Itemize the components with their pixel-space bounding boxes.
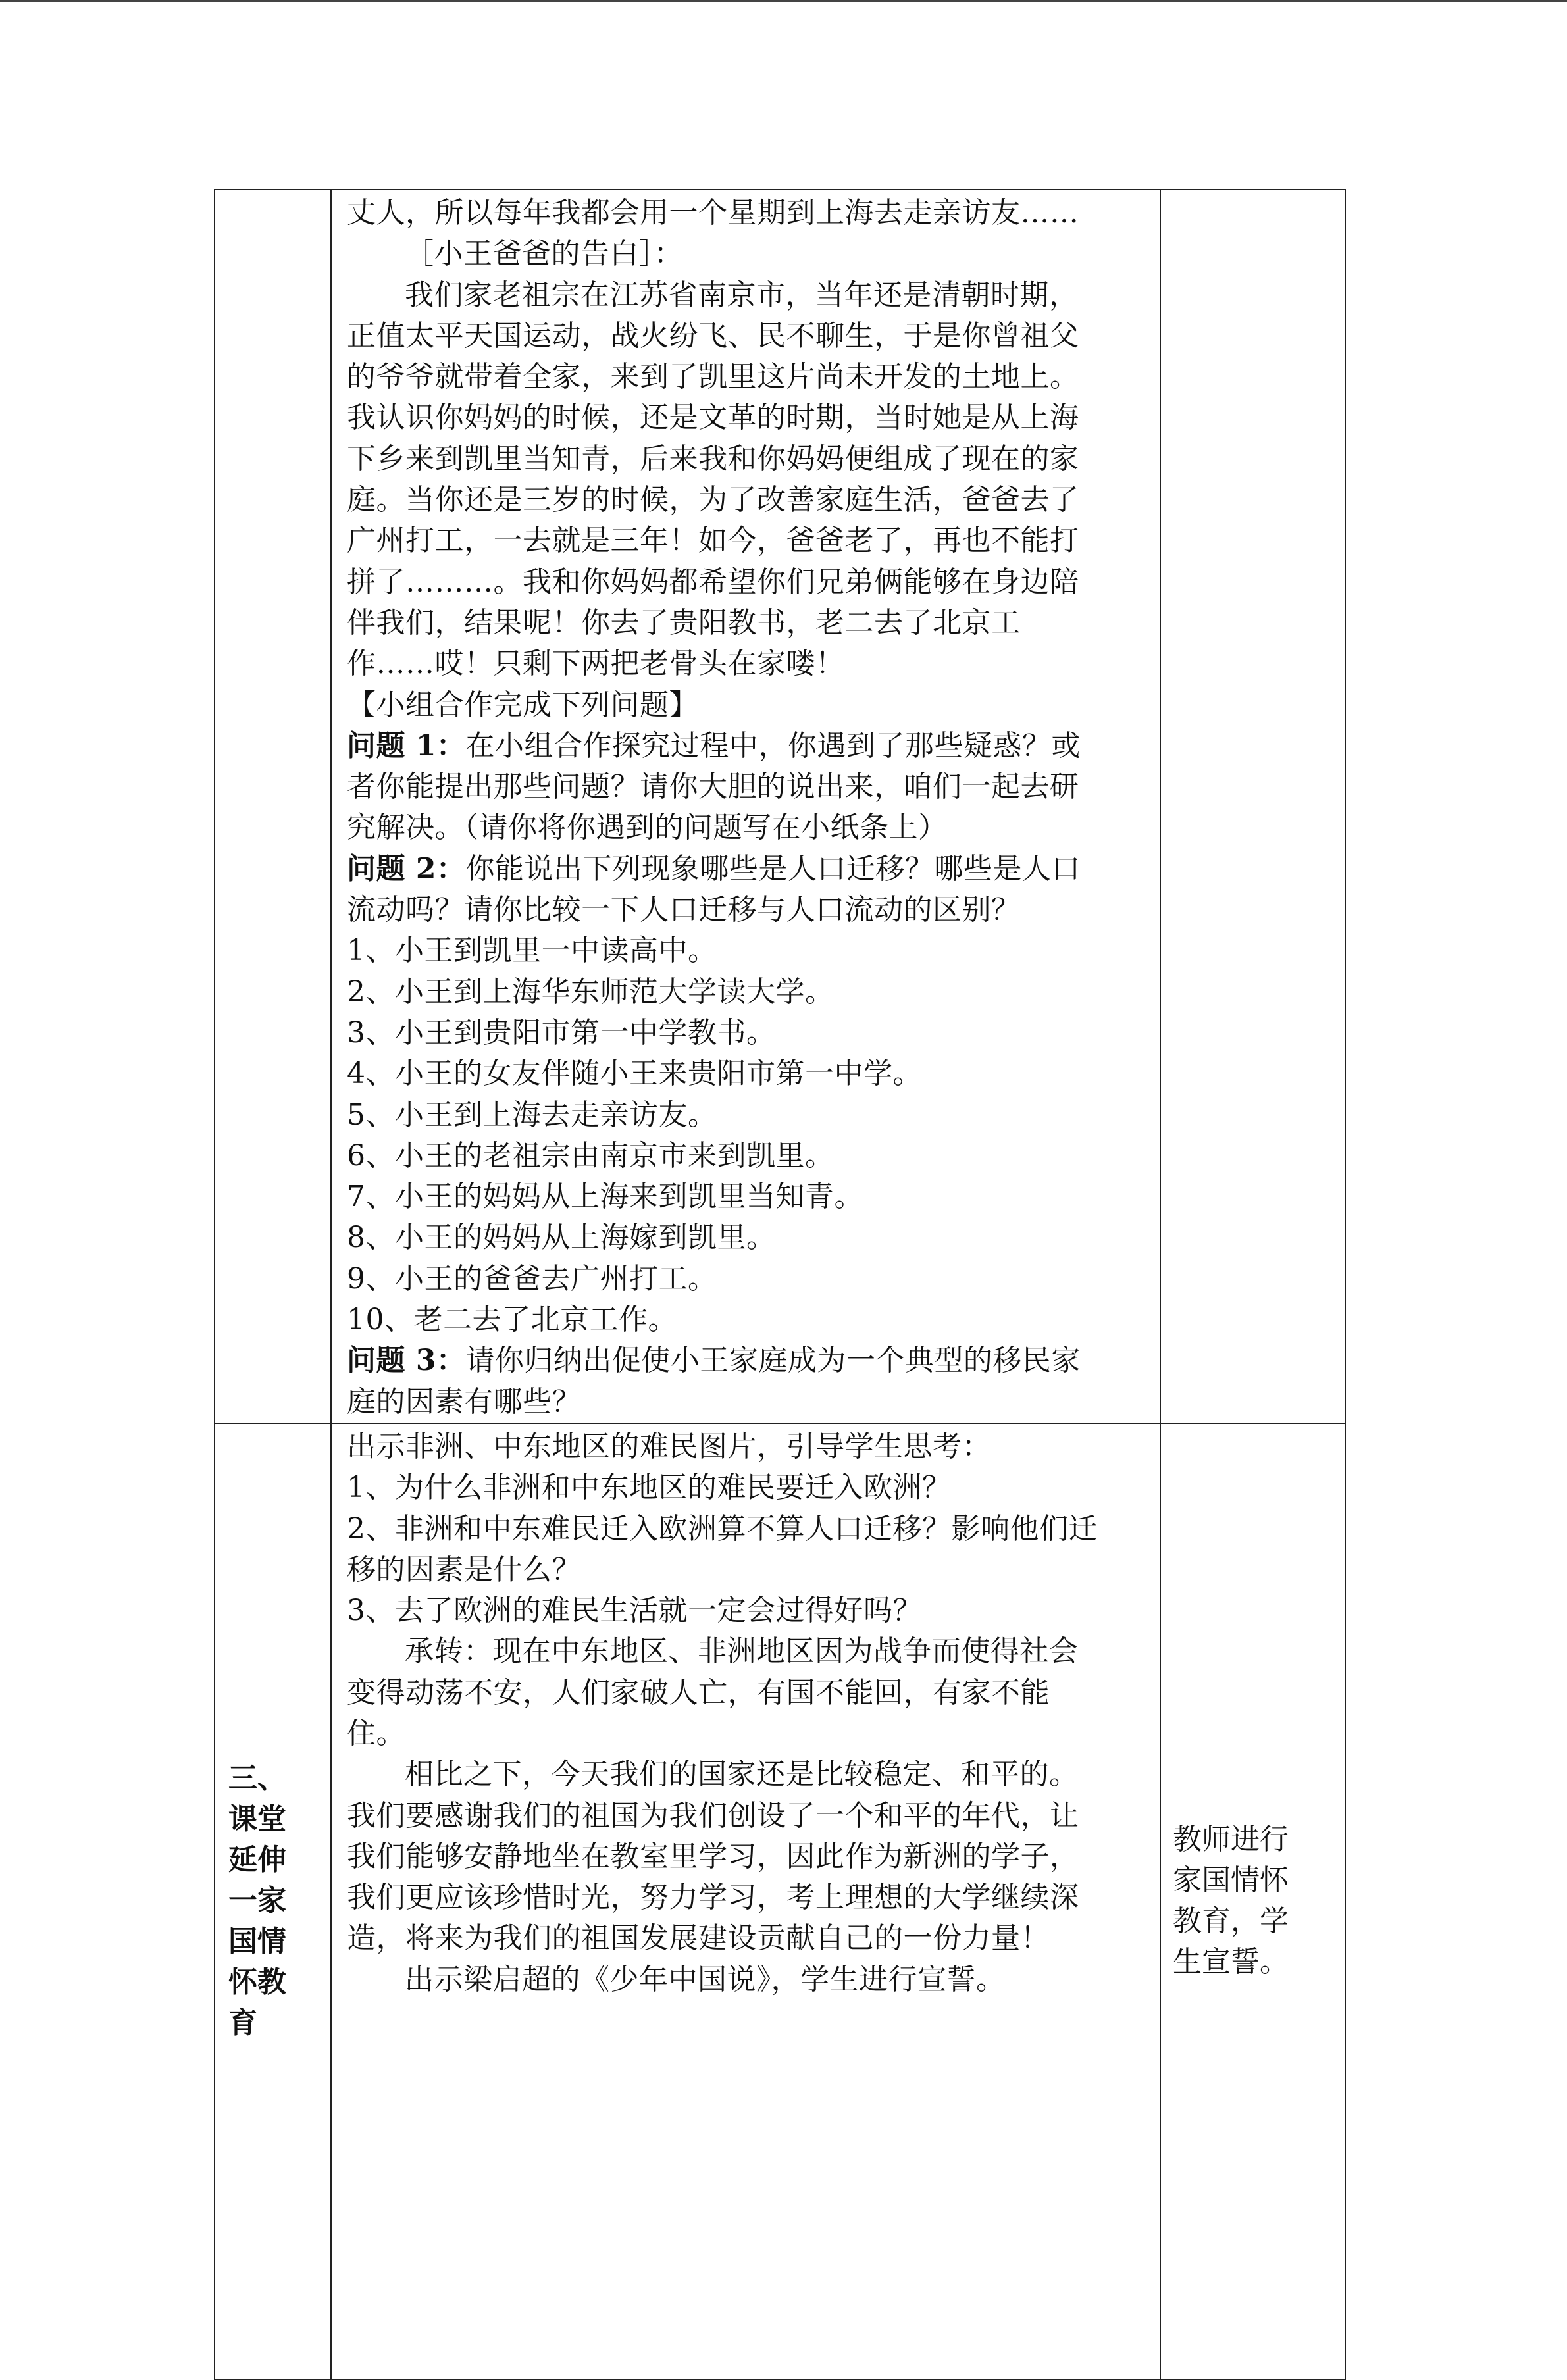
- line-text: 我们能够安静地坐在教室里学习，因此作为新洲的学子，: [347, 1839, 1079, 1873]
- line-text: 造，将来为我们的祖国发展建设贡献自己的一份力量！: [347, 1921, 1050, 1956]
- line-text: 2、非洲和中东难民迁入欧洲算不算人口迁移？影响他们迁: [347, 1511, 1098, 1546]
- text-line: [347, 890, 1152, 930]
- text-line: [347, 1713, 1152, 1754]
- lesson-plan-table: [214, 189, 1346, 2380]
- text-line: [347, 1340, 1152, 1381]
- line-text: 5、小王到上海去走亲访友。: [347, 1098, 717, 1132]
- text-line: [347, 685, 1152, 726]
- text-line: [347, 972, 1152, 1013]
- text-line: [347, 1095, 1152, 1136]
- question-label: 问题 2：: [347, 851, 466, 886]
- line-text: 我们要感谢我们的祖国为我们创设了一个和平的年代，让: [347, 1798, 1079, 1833]
- remark-cell: [1160, 1423, 1345, 2379]
- text-line: [347, 726, 1152, 767]
- line-text: 流动吗？请你比较一下人口迁移与人口流动的区别？: [347, 893, 1021, 927]
- text-line: [347, 930, 1152, 971]
- text-line: [347, 767, 1152, 807]
- line-text: 10、老二去了北京工作。: [347, 1303, 677, 1337]
- remark-text: [1161, 1819, 1345, 1983]
- line-text: 庭的因素有哪些？: [347, 1384, 581, 1419]
- text-line: [347, 603, 1152, 644]
- text-line: [347, 1796, 1152, 1836]
- line-text: 广州打工，一去就是三年！如今，爸爸老了，再也不能打: [347, 524, 1079, 558]
- text-line: [347, 1754, 1152, 1795]
- text-line: [347, 316, 1152, 357]
- line-text: 7、小王的妈妈从上海来到凯里当知青。: [347, 1180, 863, 1214]
- text-line: [347, 1217, 1152, 1258]
- text-line: [347, 193, 1152, 234]
- text-line: [347, 644, 1152, 684]
- line-text: 变得动荡不安，人们家破人亡，有国不能回，有家不能: [347, 1675, 1050, 1709]
- line-text: 庭。当你还是三岁的时候，为了改善家庭生活，爸爸去了: [347, 483, 1079, 517]
- text-line: 教师进行: [1173, 1823, 1289, 1857]
- text-line: 教育，学: [1173, 1904, 1289, 1938]
- text-line: [347, 807, 1152, 848]
- stage-title: [215, 1758, 330, 2044]
- line-text: 2、小王到上海华东师范大学读大学。: [347, 975, 835, 1009]
- text-line: [347, 1013, 1152, 1053]
- question-label: 问题 1：: [347, 728, 466, 763]
- text-line: [347, 1177, 1152, 1217]
- line-text: 出示梁启超的《少年中国说》，学生进行宣誓。: [405, 1962, 1006, 1996]
- stage-cell: [215, 190, 331, 1423]
- line-text: 【小组合作完成下列问题】: [347, 688, 698, 722]
- line-text: 相比之下，今天我们的国家还是比较稳定、和平的。: [405, 1758, 1079, 1792]
- text-line: [347, 1590, 1152, 1631]
- text-line: 生宣誓。: [1173, 1945, 1289, 1979]
- text-line: [347, 1836, 1152, 1877]
- line-text: 的爷爷就带着全家，来到了凯里这片尚未开发的土地上。: [347, 360, 1079, 394]
- line-text: 1、小王到凯里一中读高中。: [347, 934, 717, 968]
- text-line: [347, 562, 1152, 603]
- text-line: 课堂: [228, 1802, 286, 1836]
- activity-cell: [331, 1423, 1160, 2379]
- activity-content: [332, 1424, 1160, 2000]
- line-text: 拼了………。我和你妈妈都希望你们兄弟俩能够在身边陪: [347, 565, 1079, 599]
- text-line: [347, 1136, 1152, 1177]
- line-text: 我们更应该珍惜时光，努力学习，考上理想的大学继续深: [347, 1881, 1079, 1915]
- text-line: 怀教: [228, 1965, 286, 2000]
- page-top-rule: [0, 0, 1567, 2]
- line-text: 住。: [347, 1716, 405, 1750]
- text-line: [347, 1259, 1152, 1300]
- line-text: 4、小王的女友伴随小王来贵阳市第一中学。: [347, 1057, 922, 1091]
- text-line: [347, 275, 1152, 316]
- line-text: ［小王爸爸的告白］：: [405, 237, 683, 271]
- line-text: 承转：现在中东地区、非洲地区因为战争而使得社会: [405, 1634, 1079, 1669]
- text-line: [347, 397, 1152, 438]
- text-line: [347, 1467, 1152, 1508]
- text-line: [347, 480, 1152, 520]
- line-text: 移的因素是什么？: [347, 1552, 581, 1586]
- text-line: [347, 1300, 1152, 1340]
- text-line: 延伸: [228, 1843, 286, 1877]
- line-text: 9、小王的爸爸去广州打工。: [347, 1261, 717, 1296]
- line-text: 究解决。（请你将你遇到的问题写在小纸条上）: [347, 811, 948, 845]
- line-text: 我认识你妈妈的时候，还是文革的时期，当时她是从上海: [347, 401, 1079, 435]
- text-line: [347, 1427, 1152, 1467]
- text-line: [347, 1877, 1152, 1918]
- line-text: 请你归纳出促使小王家庭成为一个典型的移民家: [465, 1344, 1081, 1378]
- text-line: 家国情怀: [1173, 1863, 1289, 1898]
- text-line: [347, 520, 1152, 561]
- text-line: 一家: [228, 1884, 286, 1918]
- line-text: 出示非洲、中东地区的难民图片，引导学生思考：: [347, 1429, 991, 1463]
- text-line: [347, 1631, 1152, 1672]
- line-text: 下乡来到凯里当知青，后来我和你妈妈便组成了现在的家: [347, 442, 1079, 476]
- line-text: 作……哎！只剩下两把老骨头在家喽！: [347, 647, 845, 681]
- line-text: 丈人，所以每年我都会用一个星期到上海去走亲访友……: [347, 196, 1079, 230]
- text-line: [347, 1509, 1152, 1550]
- line-text: 8、小王的妈妈从上海嫁到凯里。: [347, 1221, 776, 1255]
- text-line: [347, 357, 1152, 397]
- question-label: 问题 3：: [347, 1344, 466, 1378]
- text-line: [347, 849, 1152, 890]
- text-line: [347, 1960, 1152, 2000]
- text-line: [347, 1673, 1152, 1713]
- activity-cell: [331, 190, 1160, 1423]
- stage-cell: [215, 1423, 331, 2379]
- remark-cell: [1160, 190, 1345, 1423]
- text-line: 国情: [228, 1925, 286, 1959]
- line-text: 3、小王到贵阳市第一中学教书。: [347, 1015, 776, 1050]
- text-line: [347, 1918, 1152, 1959]
- line-text: 在小组合作探究过程中，你遇到了那些疑惑？或: [465, 728, 1081, 763]
- text-line: 三、: [228, 1761, 286, 1796]
- table-row: [215, 1423, 1345, 2379]
- line-text: 1、为什么非洲和中东地区的难民要迁入欧洲？: [347, 1471, 952, 1505]
- text-line: [347, 439, 1152, 480]
- table-row: [215, 190, 1345, 1423]
- line-text: 6、小王的老祖宗由南京市来到凯里。: [347, 1138, 835, 1173]
- line-text: 你能说出下列现象哪些是人口迁移？哪些是人口: [465, 851, 1081, 886]
- text-line: [347, 1382, 1152, 1423]
- line-text: 伴我们，结果呢！你去了贵阳教书，老二去了北京工: [347, 605, 1021, 640]
- line-text: 我们家老祖宗在江苏省南京市，当年还是清朝时期，: [405, 278, 1079, 312]
- text-line: 育: [228, 2006, 257, 2040]
- text-line: [347, 1053, 1152, 1094]
- line-text: 正值太平天国运动，战火纷飞、民不聊生，于是你曾祖父: [347, 318, 1079, 353]
- line-text: 3、去了欧洲的难民生活就一定会过得好吗？: [347, 1594, 922, 1628]
- text-line: [347, 234, 1152, 274]
- activity-content: [332, 190, 1160, 1423]
- line-text: 者你能提出那些问题？请你大胆的说出来，咱们一起去研: [347, 770, 1079, 804]
- text-line: [347, 1550, 1152, 1590]
